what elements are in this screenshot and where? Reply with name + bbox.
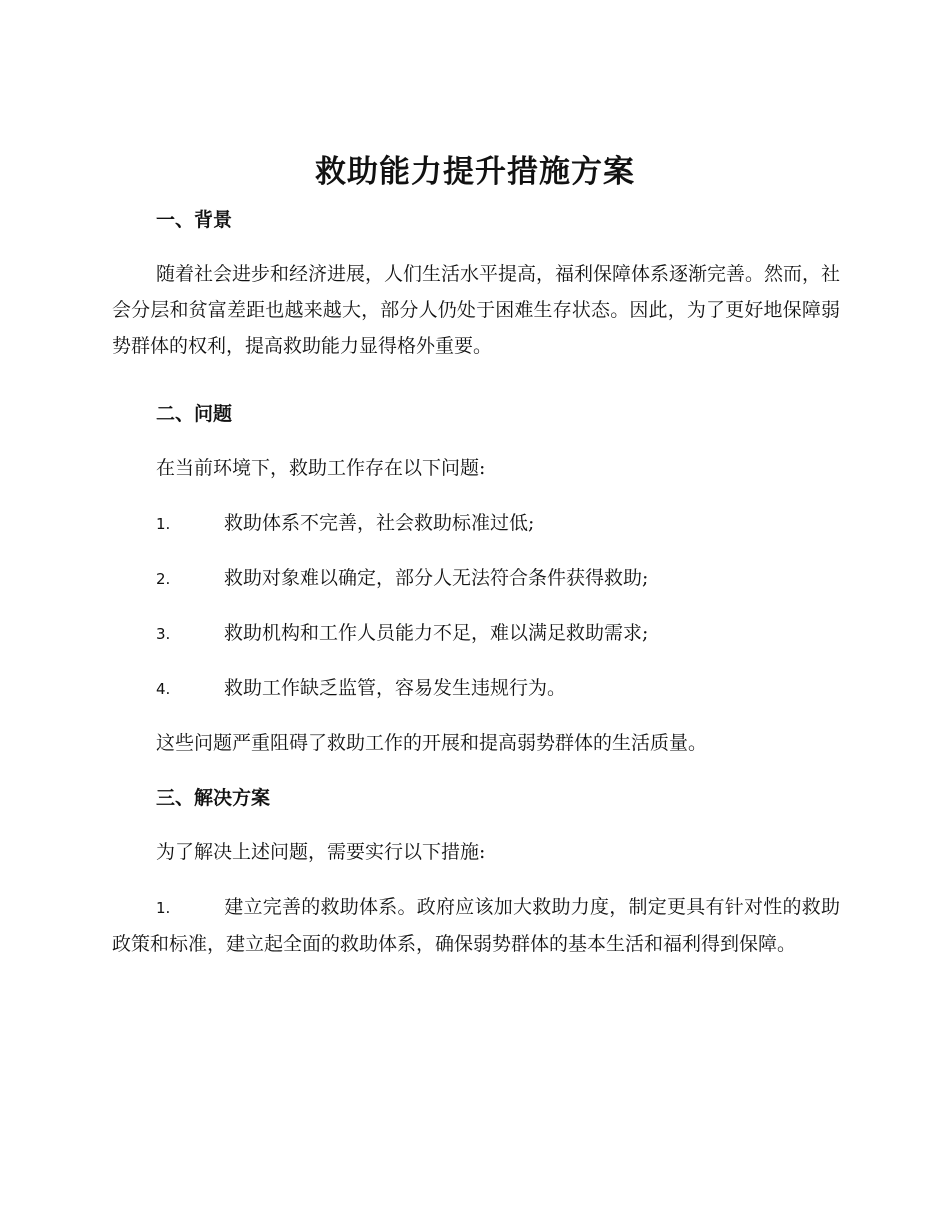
background-paragraph: 随着社会进步和经济进展，人们生活水平提高，福利保障体系逐渐完善。然而，社会分层和贫富差距也越来越大，部分人仍处于困难生存状态。因此，为了更好地保障弱势群体的权利，提高救助能力显得格外重要。 [112, 263, 841, 357]
list-item-text: 救助机构和工作人员能力不足，难以满足救助需求; [224, 622, 649, 644]
problem-item [112, 560, 884, 597]
problem-item [112, 670, 884, 707]
problem-item [112, 615, 884, 652]
problems-conclusion: 这些问题严重阻碍了救助工作的开展和提高弱势群体的生活质量。 [156, 732, 708, 754]
list-item-text: 建立完善的救助体系。政府应该加大救助力度，制定更具有针对性的救助政策和标准，建立起全面的救助体系，确保弱势群体的基本生活和福利得到保障。 [112, 896, 840, 955]
list-number: 4. [156, 680, 171, 698]
list-item-text: 救助工作缺乏监管，容易发生违规行为。 [224, 677, 567, 699]
solution-item [112, 889, 840, 962]
solutions-intro: 为了解决上述问题，需要实行以下措施: [156, 841, 486, 863]
list-number: 1. [156, 515, 171, 533]
section-heading-solutions: 三、解决方案 [156, 787, 271, 809]
list-number: 3. [156, 625, 171, 643]
list-number: 1. [156, 899, 171, 917]
document-title: 救助能力提升措施方案 [315, 154, 635, 190]
list-item-text: 救助对象难以确定，部分人无法符合条件获得救助; [224, 567, 649, 589]
problem-item [112, 505, 884, 542]
problems-intro: 在当前环境下，救助工作存在以下问题: [156, 457, 486, 479]
section-heading-background: 一、背景 [156, 209, 233, 231]
section-heading-problems: 二、问题 [156, 403, 233, 425]
list-number: 2. [156, 570, 171, 588]
list-item-text: 救助体系不完善，社会救助标准过低; [224, 512, 535, 534]
